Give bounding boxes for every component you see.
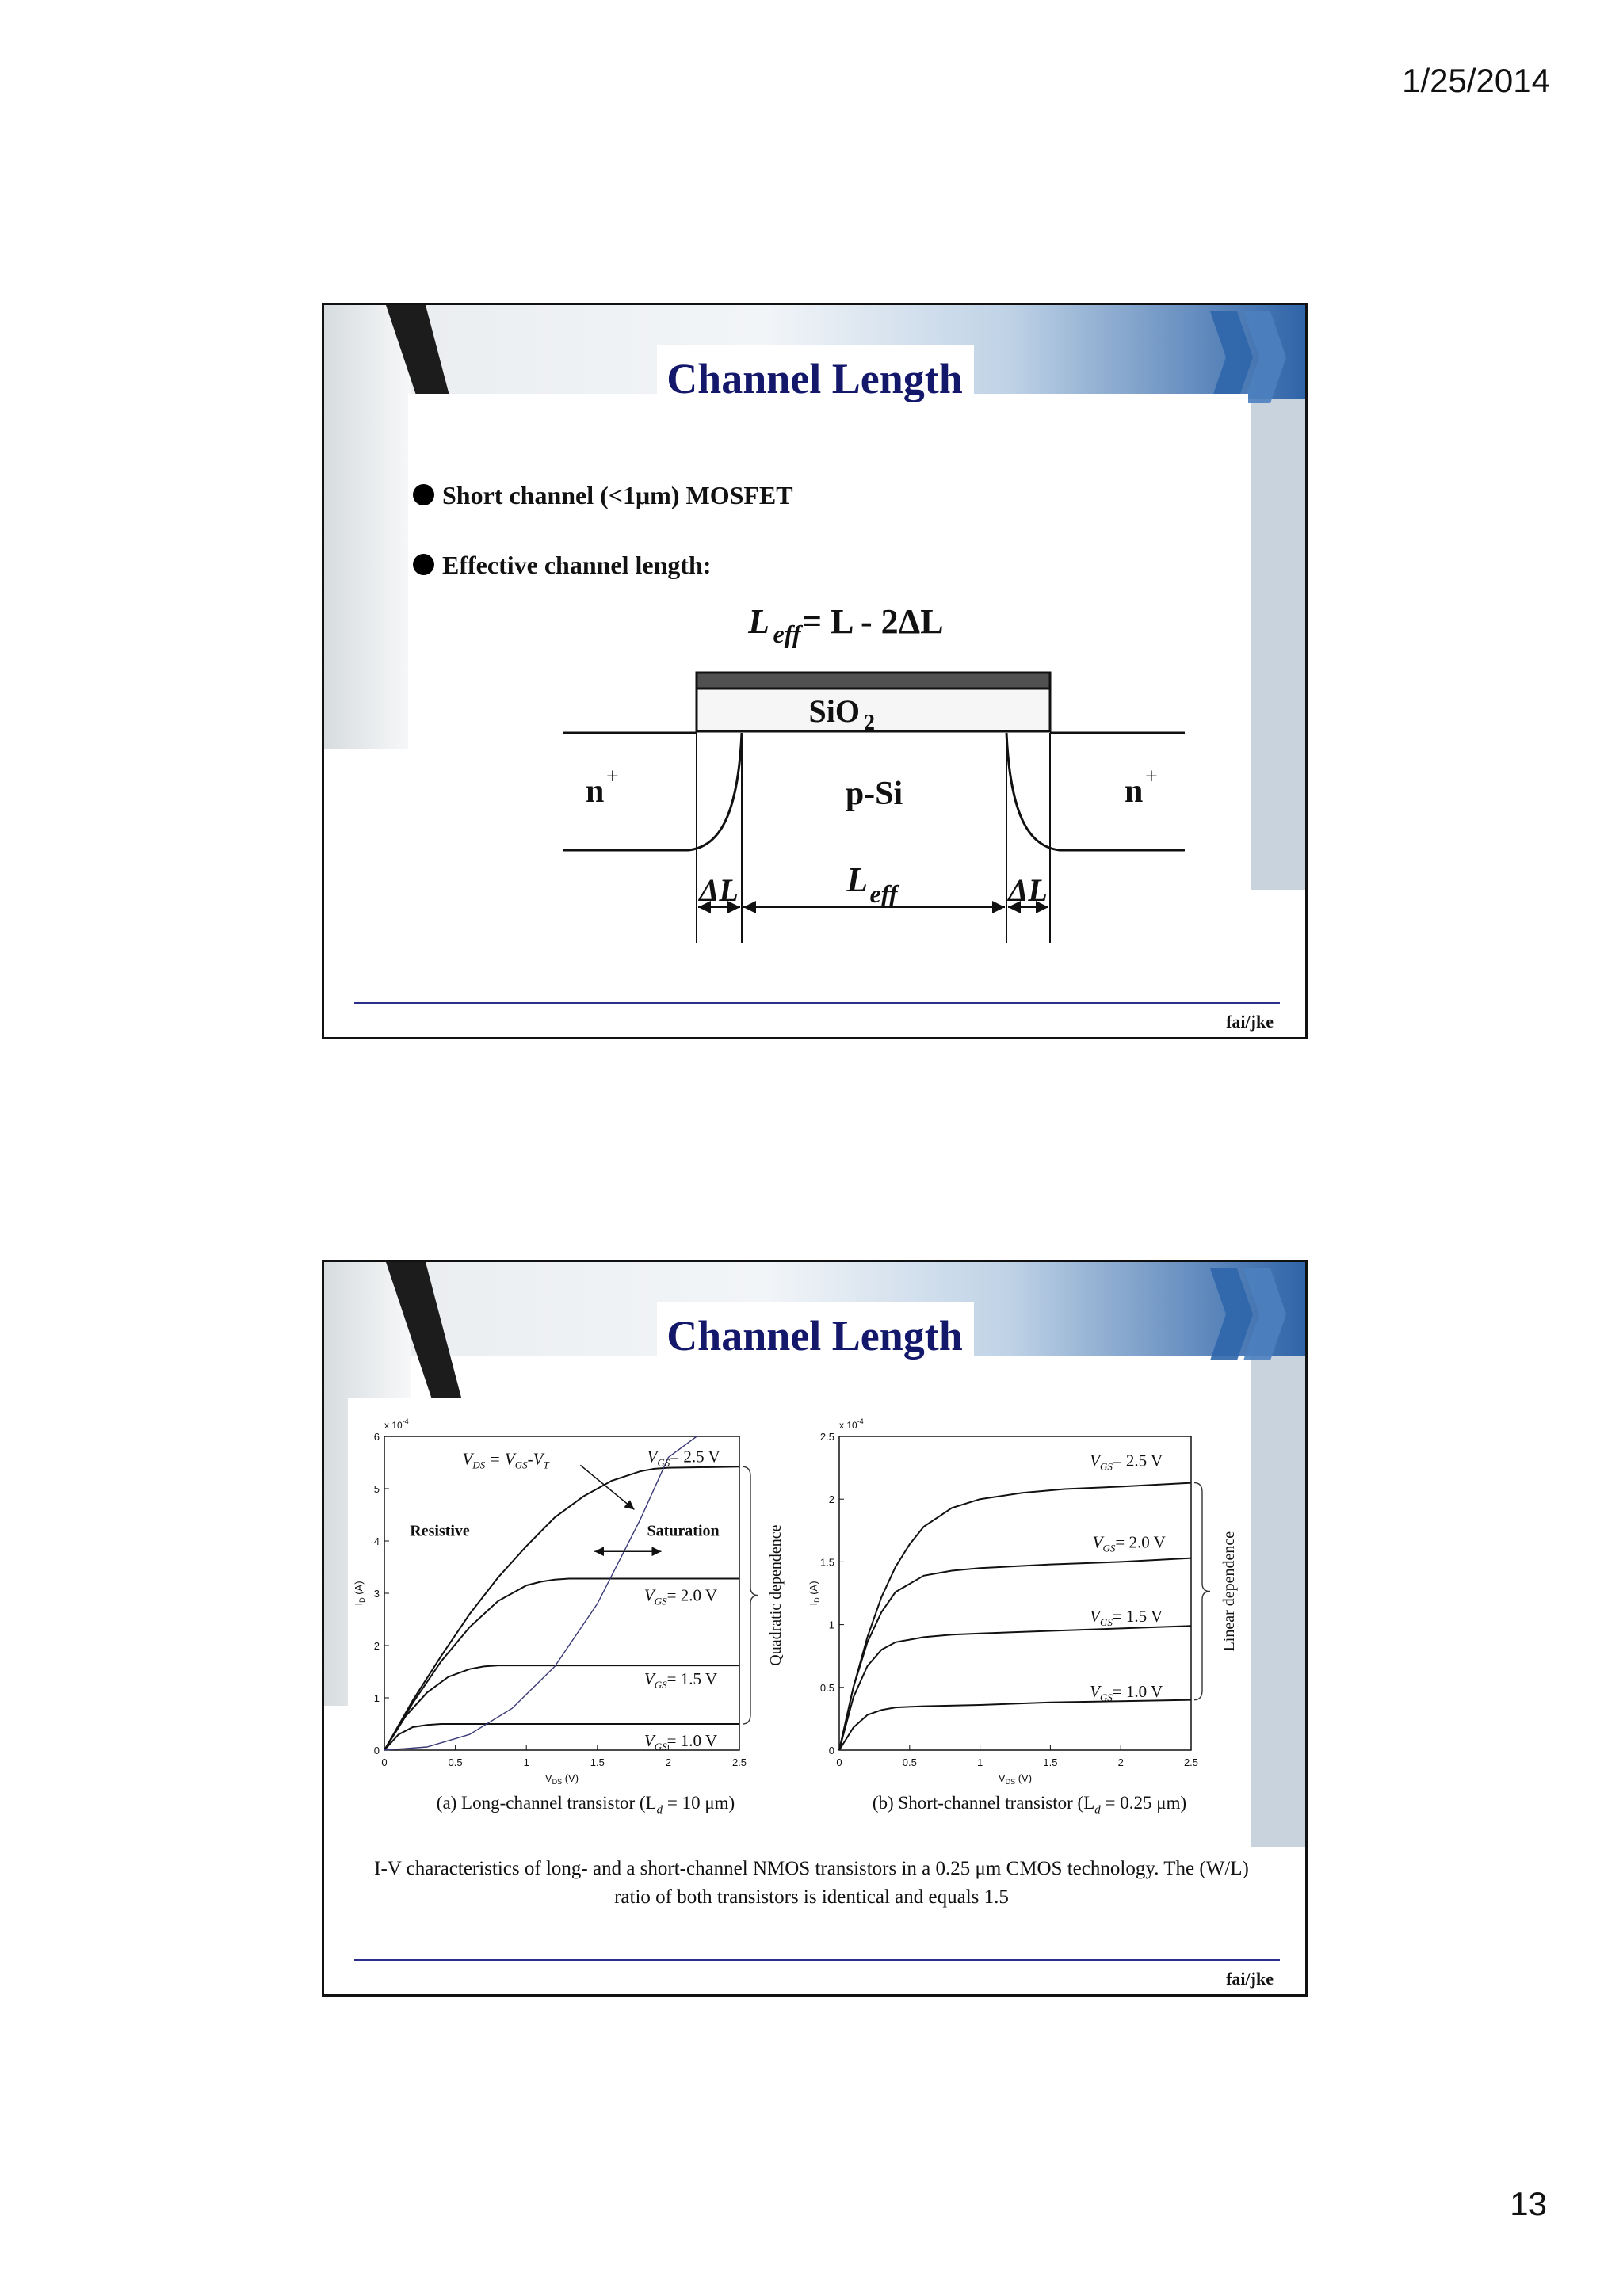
caption-sub: d — [656, 1803, 663, 1817]
y-tick-label: 2 — [373, 1640, 380, 1652]
iv-charts — [324, 1262, 1305, 1994]
y-tick-label: 0.5 — [819, 1681, 834, 1694]
y-tick-label: 3 — [373, 1588, 380, 1600]
caption-sub: d — [1094, 1803, 1101, 1817]
delta-l-right: ΔL — [1008, 872, 1048, 908]
series-label: $V_{GS}= 1.5$ V — [1090, 1607, 1163, 1629]
x-axis-label: $V_{DS}$ (V) — [998, 1772, 1033, 1786]
series-label: $V_{GS}= 2.5$ V — [1090, 1451, 1163, 1473]
y-tick-label: 1 — [828, 1619, 834, 1631]
y-tick-label: 1 — [373, 1692, 380, 1704]
slide-footer: fai/jke — [1226, 1012, 1274, 1032]
x-tick-label: 2.5 — [731, 1756, 747, 1768]
caption-text-end: = 10 μm) — [663, 1793, 735, 1813]
caption-text-end: = 0.25 μm) — [1100, 1793, 1187, 1813]
formula-lhs: L — [748, 602, 769, 641]
x-axis-label: $V_{DS}$ (V) — [544, 1772, 579, 1786]
caption-text: (b) Short-channel transistor (L — [872, 1793, 1095, 1813]
slide-1 — [322, 303, 1308, 1039]
delta-l-left: ΔL — [699, 872, 739, 908]
x-tick-label: 2 — [1117, 1756, 1124, 1768]
x-tick-label: 0.5 — [448, 1756, 463, 1768]
y-axis-label: $I_D$ (A) — [808, 1581, 821, 1606]
oxide-sub: 2 — [864, 711, 875, 735]
bullet-text: Effective channel length: — [442, 551, 712, 579]
footer-divider — [354, 1002, 1280, 1004]
y-tick-label: 0 — [373, 1745, 380, 1756]
x-tick-label: 1 — [523, 1756, 529, 1768]
footer-divider — [354, 1959, 1280, 1961]
series-label: $V_{GS}= 1.5$ V — [643, 1669, 718, 1691]
y-tick-label: 2 — [828, 1493, 834, 1506]
mosfet-cross-section-diagram — [324, 305, 1305, 1037]
x-tick-label: 1 — [976, 1756, 983, 1768]
y-axis-label: $I_D$ (A) — [353, 1581, 366, 1606]
saturation-label: Saturation — [647, 1522, 720, 1540]
resistive-label: Resistive — [410, 1522, 470, 1540]
page-number: 13 — [1510, 2185, 1547, 2222]
series-line-1 — [839, 1558, 1191, 1750]
series-label: $V_{GS}= 2.5$ V — [647, 1447, 720, 1469]
y-axis-exponent: x $10^{-4}$ — [839, 1417, 864, 1431]
series-line-0 — [384, 1466, 739, 1750]
slide-title: Channel Length — [666, 1312, 963, 1360]
y-tick-label: 6 — [373, 1431, 380, 1443]
slide-title: Channel Length — [666, 355, 963, 402]
locus-annotation: $V_{DS} = V_{GS}-V_T$ — [462, 1449, 549, 1471]
series-label: $V_{GS}= 1.0$ V — [643, 1730, 718, 1753]
right-drain-sup: + — [1145, 765, 1158, 789]
right-drain-label: n — [1125, 773, 1144, 810]
y-axis-exponent: x $10^{-4}$ — [384, 1417, 409, 1431]
formula-lhs-sub: eff — [773, 620, 801, 648]
oxide-label: SiO — [808, 693, 860, 729]
quadratic-bracket — [743, 1466, 758, 1724]
left-source-label: n — [586, 773, 605, 810]
slide-2 — [322, 1260, 1308, 1997]
series-label: $V_{GS}= 1.0$ V — [1090, 1682, 1163, 1704]
figure-description-line1: I-V characteristics of long- and a short-channel NMOS transistors in a 0.25 μm CMOS technology. The (W/L) — [374, 1858, 1249, 1879]
leff-label: L — [846, 860, 868, 899]
x-tick-label: 0 — [836, 1756, 842, 1768]
slide-footer: fai/jke — [1226, 1969, 1274, 1989]
leff-sub: eff — [869, 879, 898, 908]
series-label: $V_{GS}= 2.0$ V — [643, 1585, 718, 1608]
locus-arrow — [580, 1465, 634, 1509]
x-tick-label: 0 — [381, 1756, 388, 1768]
y-tick-label: 5 — [373, 1483, 380, 1495]
x-tick-label: 2.5 — [1183, 1756, 1199, 1768]
y-tick-label: 0 — [828, 1745, 834, 1756]
y-tick-label: 1.5 — [819, 1556, 834, 1569]
linear-dependence-label: Linear dependence — [1220, 1531, 1238, 1652]
series-label: $V_{GS}= 2.0$ V — [1092, 1532, 1166, 1554]
figure-description-line2: ratio of both transistors is identical and equals 1.5 — [614, 1886, 1009, 1908]
x-tick-label: 1.5 — [1043, 1756, 1058, 1768]
series-line-3 — [839, 1700, 1191, 1750]
x-tick-label: 2 — [665, 1756, 672, 1768]
y-tick-label: 4 — [373, 1535, 380, 1547]
linear-bracket — [1194, 1483, 1210, 1700]
formula-rhs: = L - 2ΔL — [802, 602, 944, 641]
x-tick-label: 1.5 — [590, 1756, 605, 1768]
bullet-text: Short channel (<1μm) MOSFET — [442, 481, 793, 509]
page-date: 1/25/2014 — [1402, 62, 1550, 99]
body-label: p-Si — [845, 776, 903, 812]
chart-a-caption — [403, 1793, 768, 1817]
caption-text: (a) Long-channel transistor (L — [436, 1793, 657, 1813]
quadratic-dependence-label: Quadratic dependence — [767, 1524, 785, 1666]
left-source-sup: + — [606, 765, 619, 789]
gate-electrode — [697, 673, 1050, 688]
x-tick-label: 0.5 — [902, 1756, 917, 1768]
y-tick-label: 2.5 — [819, 1431, 834, 1443]
chart-b-caption — [847, 1793, 1212, 1817]
